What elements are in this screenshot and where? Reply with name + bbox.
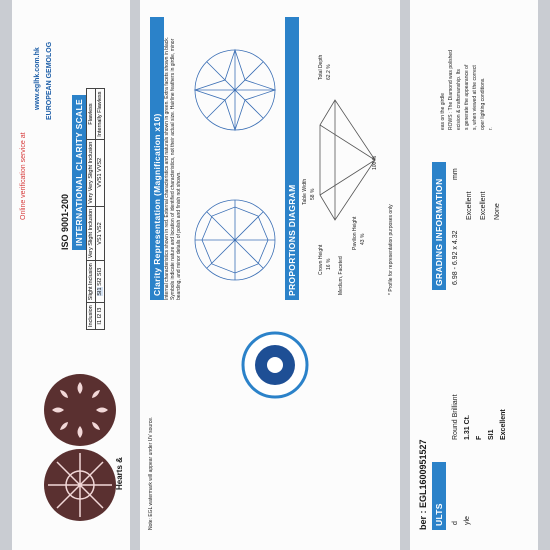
comment-line: s, when viewed at the correct [472, 65, 478, 130]
grade: I2 [97, 313, 103, 319]
grade: Internally Flawless [96, 89, 105, 139]
comment-line: oper lighting conditions. [480, 77, 486, 130]
result-value: Round Brilliant [452, 394, 459, 440]
clarity-plots [190, 20, 280, 300]
grade: I1 [97, 319, 103, 325]
clarity-group: Very Very Slight Inclusion [87, 139, 96, 206]
pavilion-label: Pavilion Height [352, 216, 358, 250]
crown-height-label: Crown Height [318, 244, 324, 275]
grade: VS2 [97, 222, 103, 233]
iso-label: ISO 9001-200 [60, 193, 70, 250]
clarity-rep-title: Clarity Representation (Magnification x10) [150, 17, 164, 300]
base-value: 100 % [372, 155, 378, 170]
result-label: d [452, 521, 459, 525]
comment-line: s generate the appearance of [464, 64, 470, 130]
online-verification: Online verification service at [20, 132, 27, 220]
grade: VS1 [97, 234, 103, 245]
grade: SI3 [97, 267, 103, 277]
grading-title: GRADING INFORMATION [432, 162, 446, 290]
watermark-note: Note: EGL watermark will appear under UV source. [148, 416, 154, 530]
result-label: yle [464, 516, 471, 525]
girdle-label: Medium, Faceted [338, 256, 344, 295]
clarity-rep-note: Internal characteristics shown in red. External characteristics and naturals shown in green. Extra facets shown in black. Symbols indicate nature and location of identified characteristics, not their actual size. Hairline feathers in girdle, minor bearding, and minor details of polish and finish not shown. [164, 36, 182, 300]
website-url[interactable]: www.eglhk.com.hk [34, 47, 41, 110]
results-title: ULTS [432, 462, 446, 530]
grading-value: Excellent [466, 191, 473, 220]
result-value: 1.31 Ct. [464, 415, 471, 440]
clarity-scale-title: INTERNATIONAL CLARITY SCALE [72, 95, 86, 250]
table-width-value: 58 % [310, 188, 316, 200]
clarity-group: Flawless [87, 89, 96, 139]
clarity-group: Slight Inclusion [87, 261, 96, 303]
total-depth-value: 62.2 % [326, 64, 332, 80]
grading-value: None [494, 203, 501, 220]
table-width-label: Table Width [302, 178, 308, 205]
result-value: Excellent [500, 409, 507, 440]
result-value: SI1 [488, 429, 495, 440]
grade: VVS2 [97, 157, 103, 172]
hearts-label: Hearts & [115, 457, 124, 490]
proportions-title: PROPORTIONS DIAGRAM [285, 17, 299, 300]
report-number: ber : EGL1600951527 [418, 439, 428, 530]
egl-seal [240, 330, 310, 400]
lab-name-top: EUROPEAN GEMOLOG [46, 41, 53, 120]
comment-line: ROWS : The Diamond was polished [448, 50, 454, 130]
grading-value: Excellent [480, 191, 487, 220]
result-value: F [476, 435, 483, 440]
comment-line: eas on the girdle [440, 93, 446, 130]
pavilion-value: 43 % [360, 233, 366, 245]
hearts-arrows-images [40, 370, 125, 530]
grade: VVS1 [97, 173, 103, 188]
grade: SI2 [97, 277, 103, 286]
total-depth-label: Total Depth [318, 54, 324, 80]
profile-note: * Profile for representation purposes only [388, 204, 394, 295]
measurements-unit: mm [452, 168, 459, 180]
comment-line: r. [488, 127, 494, 130]
grade-highlight: SI1 [97, 287, 103, 296]
clarity-scale-table [86, 88, 105, 330]
clarity-group: Inclusion [87, 303, 96, 330]
grade: I3 [97, 307, 103, 313]
comment-line: ecision & craftsmanship. Its [456, 69, 462, 130]
crown-height-value: 16 % [326, 258, 332, 270]
clarity-group: Very Slight Inclusion [87, 206, 96, 261]
measurements: 6.98 - 6.92 x 4.32 [452, 230, 459, 285]
